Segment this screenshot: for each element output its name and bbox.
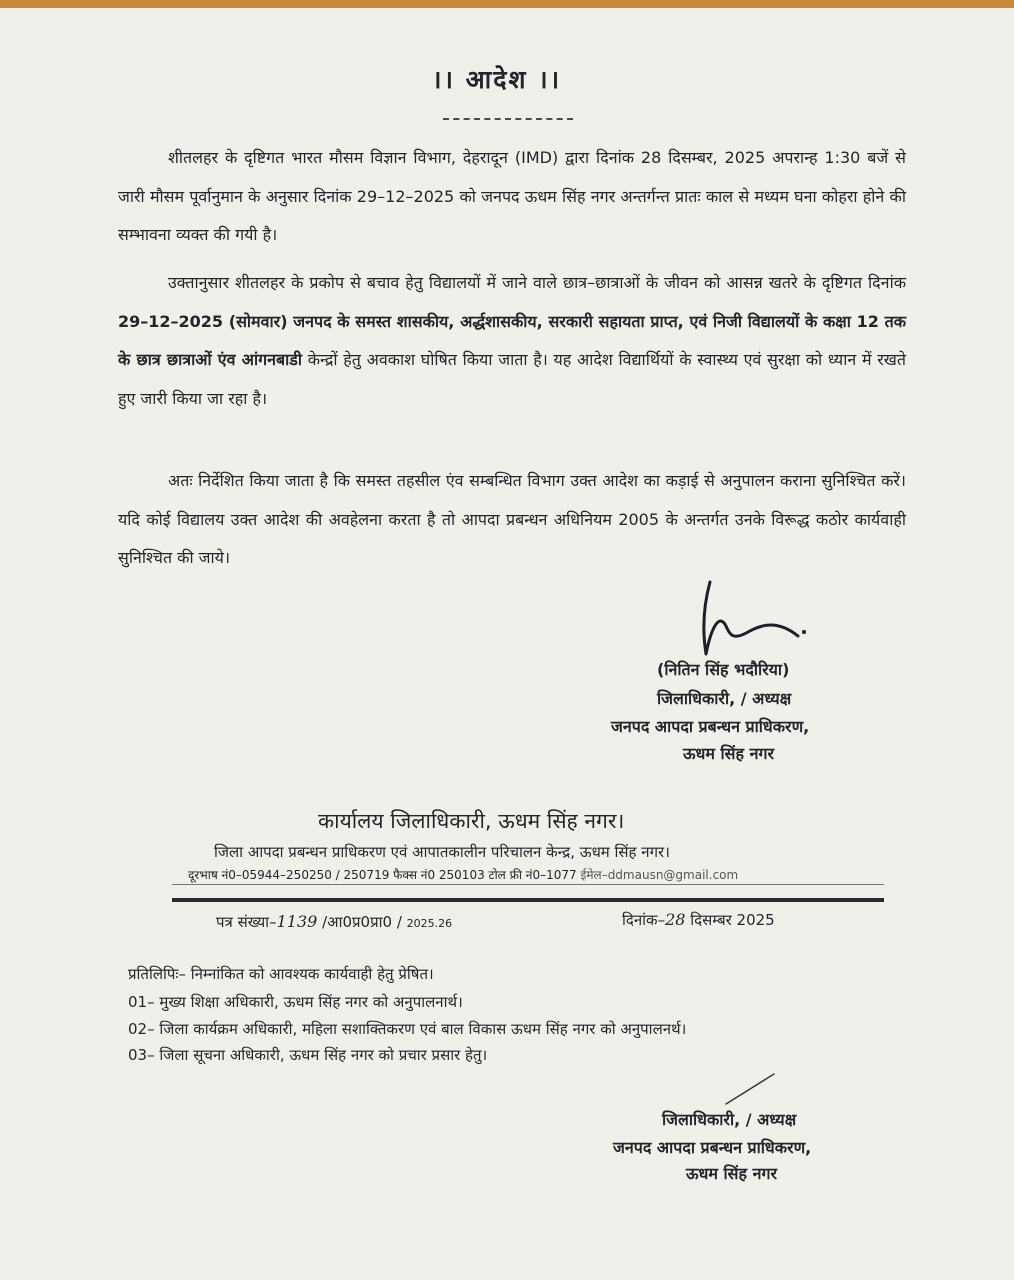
letter-number [216,912,452,932]
letter-year: 2025.26 [406,917,453,930]
office-subtitle: जिला आपदा प्रबन्धन प्राधिकरण एवं आपातकालीन परिचालन केन्द्र, ऊधम सिंह नगर। [214,843,670,861]
paragraph-2-highlight: 29–12–2025 (सोमवार) जनपद के समस्त शासकीय, अर्द्धशासकीय, सरकारी सहायता प्राप्त, एवं निजी विद्यालयों के कक्षा 12 तक के छात्र छात्राओं एंव आंगनबाडी [118,311,906,369]
letter-date [622,910,775,930]
letter-number-handwritten: 1139 [276,912,318,931]
copy-signatory-place: ऊधम सिंह नगर [686,1164,777,1183]
copy-signatory-authority: जनपद आपदा प्रबन्धन प्राधिकरण, [613,1138,812,1157]
letterhead-thick-rule [172,898,884,902]
paragraph-2-outro: केन्द्रों हेतु अवकाश घोषित किया जाता है। यह आदेश विद्यार्थियों के स्वास्थ्य एवं सुरक्षा को ध्यान में रखते हुए जारी किया जा रहा है। [118,350,906,408]
office-contact [188,866,738,883]
office-title: कार्यालय जिलाधिकारी, ऊधम सिंह नगर। [318,809,625,833]
signatory-place: ऊधम सिंह नगर [683,744,774,763]
title-underline [443,118,573,120]
copy-item-1: 01– मुख्य शिक्षा अधिकारी, ऊधम सिंह नगर को अनुपालनार्थ। [128,993,463,1011]
order-paragraph-1: शीतलहर के दृष्टिगत भारत मौसम विज्ञान विभाग, देहरादून (IMD) द्वारा दिनांक 28 दिसम्बर, 2025 अपरान्ह 1:30 बजें से जारी मौसम पूर्वानुमान के अनुसार दिनांक 29–12–2025 को जनपद ऊधम सिंह नगर अन्तर्गन्त प्रातः काल से मध्यम घना कोहरा होने की सम्भावना व्यक्त की गयी है। [118,148,906,244]
copy-heading: प्रतिलिपिः– निम्नांकित को आवश्यक कार्यवाही हेतु प्रेषित। [128,965,434,983]
date-month-year: दिसम्बर 2025 [685,911,775,929]
signatory-designation: जिलाधिकारी, / अध्यक्ष [657,689,792,708]
date-label: दिनांक– [622,911,666,929]
date-day-handwritten: 28 [665,910,686,929]
handwritten-signature-2 [720,1068,780,1108]
contact-numbers: दूरभाष नं0–05944–250250 / 250719 फैक्स नं0 250103 टोल फ्री नं0–1077 [188,868,577,882]
contact-email: ईमेल–ddmausn@gmail.com [580,868,739,882]
paragraph-2-intro: उक्तानुसार शीतलहर के प्रकोप से बचाव हेतु विद्यालयों में जाने वाले छात्र–छात्राओं के जीवन को आसन्न खतरे के दृष्टिगत दिनांक [168,273,906,292]
letterhead-thin-rule [172,884,884,885]
order-title: ।। आदेश ।। [432,65,562,94]
handwritten-signature-1 [690,574,820,664]
signatory-name: (नितिन सिंह भदौरिया) [657,660,790,679]
letter-number-suffix: /आ0प्र0प्रा0 / [322,913,402,931]
copy-signatory-designation: जिलाधिकारी, / अध्यक्ष [662,1110,797,1129]
signatory-authority: जनपद आपदा प्रबन्धन प्राधिकरण, [611,717,810,736]
copy-item-3: 03– जिला सूचना अधिकारी, ऊधम सिंह नगर को प्रचार प्रसार हेतु। [128,1046,488,1064]
paper-top-edge [0,0,1014,8]
order-paragraph-3: अतः निर्देशित किया जाता है कि समस्त तहसील एंव सम्बन्धित विभाग उक्त आदेश का कड़ाई से अनुपालन कराना सुनिश्चित करें। यदि कोई विद्यालय उक्त आदेश की अवहेलना करता है तो आपदा प्रबन्धन अधिनियम 2005 के अन्तर्गत उनके विरूद्ध कठोर कार्यवाही सुनिश्चित की जाये। [118,471,906,567]
order-paragraph-2 [118,264,906,418]
letter-number-label: पत्र संख्या– [216,913,277,931]
copy-item-2: 02– जिला कार्यक्रम अधिकारी, महिला सशाक्तिकरण एवं बाल विकास ऊधम सिंह नगर को अनुपालनर्थ। [128,1020,687,1038]
